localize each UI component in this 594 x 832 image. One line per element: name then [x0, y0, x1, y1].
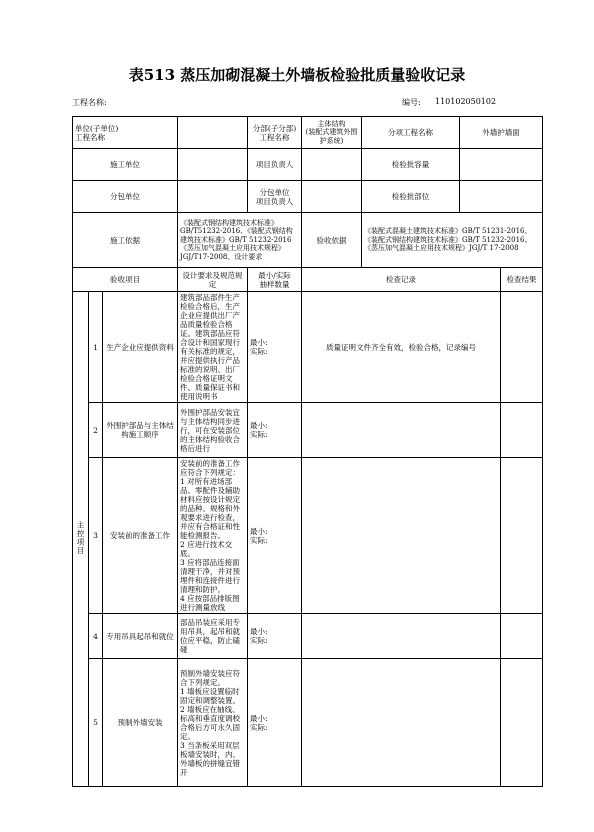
table-row — [73, 458, 543, 614]
basis-value: 《装配式钢结构建筑技术标准》GB/T51232-2016、《装配式钢结构建筑技术标准》GB/T 51232-2016《蒸压加气混凝土应用技术规程》JGJ/T17-2008、设计要求 — [178, 213, 302, 268]
table-row — [73, 292, 543, 403]
item-name: 生产企业应提供资料 — [103, 292, 178, 403]
project-name-label: 工程名称: — [72, 98, 107, 107]
acceptance-basis-value: 《装配式混凝土建筑技术标准》GB/T 51231-2016、《装配式钢结构建筑技术标准》GB/T 51232-2016、《蒸压加气混凝土应用技术规程》JGJ/T 17-2008 — [362, 213, 543, 268]
item-design: 部品吊装应采用专用吊具，起吊和就位应平稳，防止磕碰 — [178, 614, 248, 659]
item-name: 外围护部品与主体结构施工顺序 — [103, 403, 178, 458]
item-result[interactable] — [501, 659, 543, 787]
subcontract-unit-value[interactable] — [178, 181, 248, 213]
item-no: 5 — [89, 659, 103, 787]
batch-location-value[interactable] — [460, 181, 543, 213]
project-manager-label: 项目负责人 — [248, 149, 302, 181]
table-row — [73, 659, 543, 787]
unit-project-name-label: 单位(子单位) 工程名称 — [73, 117, 178, 149]
serial-value: 110102050102 — [435, 97, 497, 106]
item-name: 安装前的准备工作 — [103, 458, 178, 614]
subcontract-manager-value[interactable] — [302, 181, 362, 213]
subitem-value: 外墙护墙面 — [460, 117, 543, 149]
item-result[interactable] — [501, 403, 543, 458]
item-record — [302, 403, 501, 458]
construction-unit-label: 施工单位 — [73, 149, 178, 181]
batch-capacity-label: 检验批容量 — [362, 149, 460, 181]
item-name: 专用吊具起吊和就位 — [103, 614, 178, 659]
acceptance-form-table — [72, 116, 543, 787]
category-cell — [73, 292, 89, 787]
item-result[interactable] — [501, 614, 543, 659]
page-title: 表513 蒸压加砌混凝土外墙板检验批质量验收记录 — [128, 66, 466, 84]
division-label: 分部(子分部) 工程名称 — [248, 117, 302, 149]
subitem-label: 分项工程名称 — [362, 117, 460, 149]
item-sampling: 最小: 实际: — [248, 659, 302, 787]
unit-project-name-value[interactable] — [178, 117, 248, 149]
item-result[interactable] — [501, 458, 543, 614]
division-value: 主体结构 (装配式建筑外围护系统) — [302, 117, 362, 149]
project-manager-value[interactable] — [302, 149, 362, 181]
item-sampling: 最小: 实际: — [248, 458, 302, 614]
header-design: 设计要求及规范规定 — [178, 268, 248, 292]
item-no: 4 — [89, 614, 103, 659]
item-sampling: 最小: 实际: — [248, 292, 302, 403]
header-record: 检查记录 — [302, 268, 501, 292]
serial-label: 编号: — [402, 98, 421, 107]
table-row — [73, 614, 543, 659]
item-design: 安装前的准备工作应符合下列规定： 1 对所有进场部品、零配件及辅助材料应按设计规定的品种、规格和外观要求进行检查，并应有合格证和性能检测报告。 2 应进行技术交底。 3 应将部品连接面清理干净，并对预埋件和连接件进行清理和防护。 4 应按部品排版图进行测量放线 — [178, 458, 248, 614]
batch-location-label: 检验批部位 — [362, 181, 460, 213]
subcontract-unit-label: 分包单位 — [73, 181, 178, 213]
subcontract-manager-label: 分包单位 项目负责人 — [248, 181, 302, 213]
item-record — [302, 458, 501, 614]
basis-label: 施工依据 — [73, 213, 178, 268]
item-no: 1 — [89, 292, 103, 403]
item-record: 质量证明文件齐全有效，检验合格，记录编号 — [302, 292, 501, 403]
batch-capacity-value[interactable] — [460, 149, 543, 181]
item-record — [302, 614, 501, 659]
category-label: 主控项目 — [76, 521, 85, 555]
item-sampling: 最小: 实际: — [248, 403, 302, 458]
item-record — [302, 659, 501, 787]
table-row — [73, 403, 543, 458]
acceptance-basis-label: 验收依据 — [302, 213, 362, 268]
item-sampling: 最小: 实际: — [248, 614, 302, 659]
item-no: 2 — [89, 403, 103, 458]
item-result[interactable] — [501, 292, 543, 403]
item-design: 预制外墙安装应符合下列规定。 1 墙板应设置临时固定和调整装置。 2 墙板应在轴线、标高和垂直度调校合格后方可永久固定。 3 当条板采用双层板墙安装时，内、外墙板的拼缝宜错开 — [178, 659, 248, 787]
header-result: 检查结果 — [501, 268, 543, 292]
header-item: 验收项目 — [73, 268, 178, 292]
header-sampling: 最小/实际 抽样数量 — [248, 268, 302, 292]
construction-unit-value[interactable] — [178, 149, 248, 181]
item-no: 3 — [89, 458, 103, 614]
item-design: 外围护部品安装宜与主体结构同步进行，可在安装部位的主体结构验收合格后进行 — [178, 403, 248, 458]
item-design: 建筑部品部件生产检验合格后，生产企业应提供出厂产品质量检验合格证。建筑部品应符合设计和国家现行有关标准的规定，并应提供执行产品标准的说明、出厂检验合格证明文件、质量保证书和使用说明书 — [178, 292, 248, 403]
item-name: 预制外墙安装 — [103, 659, 178, 787]
